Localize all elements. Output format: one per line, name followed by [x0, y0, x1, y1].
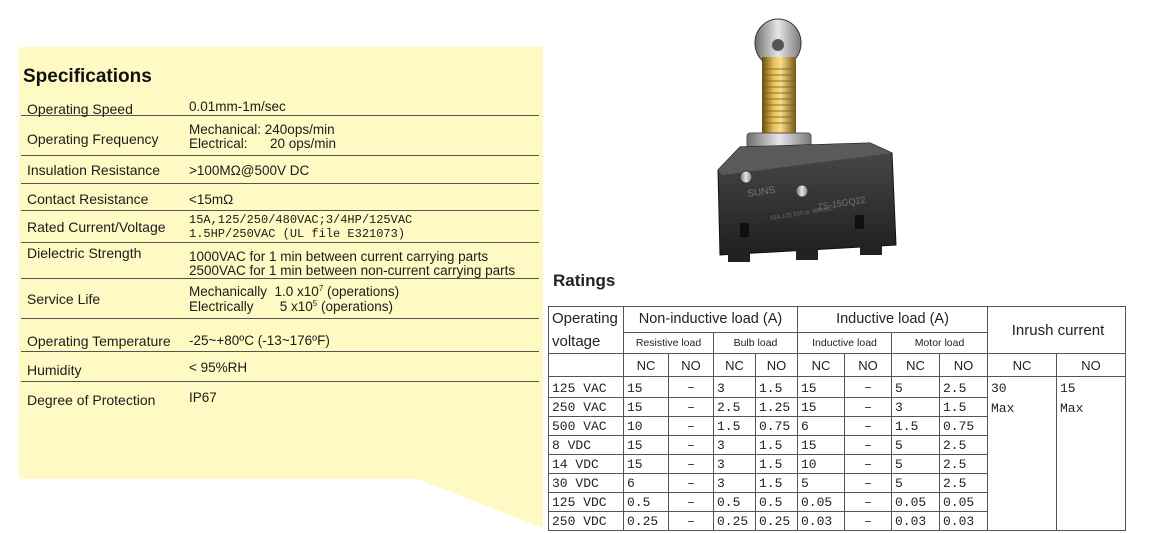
- ratings-value-cell: 3: [714, 474, 756, 493]
- ratings-value-cell: –: [669, 417, 714, 436]
- ratings-title: Ratings: [553, 271, 616, 290]
- header-no: NO: [845, 354, 892, 377]
- life-mech-suffix: (operations): [323, 284, 400, 299]
- ratings-voltage-cell: 250 VAC: [549, 398, 624, 417]
- header-operating-voltage: Operating voltage: [549, 307, 624, 354]
- spec-label: Service Life: [27, 291, 101, 307]
- ratings-row: [549, 377, 1126, 398]
- ratings-value-cell: –: [669, 493, 714, 512]
- ratings-value-cell: 5: [892, 455, 940, 474]
- spec-value: 1.5HP/250VAC (UL file E321073): [189, 227, 406, 241]
- ratings-value-cell: 5: [798, 474, 845, 493]
- header-inrush-nc: NC: [988, 354, 1057, 377]
- header-motor-load: Motor load: [892, 332, 988, 353]
- ratings-value-cell: –: [669, 436, 714, 455]
- ratings-value-cell: 1.5: [940, 398, 988, 417]
- ratings-value-cell: 0.25: [756, 512, 798, 531]
- header-inrush-current: Inrush current: [988, 307, 1126, 354]
- ratings-value-cell: 15: [798, 398, 845, 417]
- life-elec-prefix: Electrically 5 x10: [189, 299, 313, 314]
- spec-value: IP67: [189, 390, 217, 405]
- ratings-value-cell: 3: [714, 436, 756, 455]
- ratings-value-cell: 0.05: [892, 493, 940, 512]
- product-rating-text: 15A 125 250 or 480VAC: [769, 205, 834, 222]
- spec-value: Mechanical: 240ops/min: [189, 122, 335, 137]
- ratings-value-cell: 3: [714, 377, 756, 398]
- header-inductive-load: Inductive load (A): [798, 307, 988, 333]
- spec-row-insulation-resistance: [21, 156, 539, 184]
- ratings-value-cell: 2.5: [940, 455, 988, 474]
- ratings-value-cell: 0.5: [624, 493, 669, 512]
- ratings-value-cell: 0.75: [940, 417, 988, 436]
- ratings-voltage-cell: 14 VDC: [549, 455, 624, 474]
- ratings-value-cell: –: [845, 436, 892, 455]
- spec-label: Dielectric Strength: [27, 245, 142, 261]
- ratings-value-cell: 10: [624, 417, 669, 436]
- ratings-value-cell: 0.5: [714, 493, 756, 512]
- ratings-value-cell: 15: [624, 455, 669, 474]
- life-elec-exp: 5: [312, 299, 318, 308]
- product-image: [700, 5, 930, 275]
- ratings-body: [549, 377, 1126, 531]
- ratings-value-cell: 6: [798, 417, 845, 436]
- header-resistive-load: Resistive load: [624, 332, 714, 353]
- spec-label: Operating Frequency: [27, 131, 159, 147]
- life-mech-prefix: Mechanically 1.0 x10: [189, 284, 319, 299]
- header-inrush-no: NO: [1057, 354, 1126, 377]
- inrush-line: 30: [991, 381, 1007, 396]
- ratings-value-cell: 15: [624, 436, 669, 455]
- ratings-value-cell: 0.5: [756, 493, 798, 512]
- product-model: ZS-15GQ22: [816, 194, 867, 212]
- ratings-value-cell: –: [669, 398, 714, 417]
- header-nc: NC: [624, 354, 669, 377]
- ratings-value-cell: 15: [798, 436, 845, 455]
- ratings-value-cell: –: [669, 512, 714, 531]
- ratings-value-cell: 2.5: [714, 398, 756, 417]
- ratings-value-cell: 0.25: [624, 512, 669, 531]
- spec-value: < 95%RH: [189, 360, 248, 375]
- ratings-header-row-3: [549, 354, 1126, 377]
- ratings-value-cell: –: [669, 377, 714, 398]
- ratings-value-cell: 15: [624, 377, 669, 398]
- spec-value: 0.01mm-1m/sec: [189, 99, 286, 114]
- ratings-value-cell: 1.5: [756, 436, 798, 455]
- spec-label: Operating Speed: [27, 101, 133, 117]
- spec-row-humidity: [21, 352, 539, 382]
- header-no: NO: [940, 354, 988, 377]
- ratings-value-cell: 2.5: [940, 377, 988, 398]
- specifications-list: [21, 97, 539, 408]
- inrush-line: 15: [1060, 381, 1076, 396]
- ratings-value-cell: 0.75: [756, 417, 798, 436]
- ratings-value-cell: 6: [624, 474, 669, 493]
- header-nc: NC: [892, 354, 940, 377]
- spec-value: <15mΩ: [189, 192, 234, 207]
- ratings-voltage-cell: 125 VAC: [549, 377, 624, 398]
- ratings-voltage-cell: 8 VDC: [549, 436, 624, 455]
- ratings-voltage-cell: 30 VDC: [549, 474, 624, 493]
- ratings-value-cell: 10: [798, 455, 845, 474]
- ratings-voltage-cell: 250 VDC: [549, 512, 624, 531]
- ratings-voltage-cell: 125 VDC: [549, 493, 624, 512]
- spec-row-degree-of-protection: [21, 382, 539, 408]
- header-bulb-load: Bulb load: [714, 332, 798, 353]
- ratings-value-cell: 15: [798, 377, 845, 398]
- ratings-value-cell: –: [845, 417, 892, 436]
- ratings-value-cell: 0.05: [798, 493, 845, 512]
- spec-label: Rated Current/Voltage: [27, 219, 166, 235]
- spec-row-operating-frequency: [21, 116, 539, 156]
- ratings-value-cell: –: [845, 512, 892, 531]
- inrush-line: Max: [1060, 401, 1084, 416]
- spec-value-mechanical: [189, 285, 399, 299]
- spec-value: 1000VAC for 1 min between current carrying parts: [189, 249, 489, 264]
- inrush-no-cell: [1057, 377, 1126, 531]
- header-inductive-sub-load: Inductive load: [798, 332, 892, 353]
- header-no: NO: [669, 354, 714, 377]
- inrush-line: Max: [991, 401, 1015, 416]
- spec-row-contact-resistance: [21, 184, 539, 211]
- spec-value: 15A,125/250/480VAC;3/4HP/125VAC: [189, 213, 413, 227]
- header-non-inductive-load: Non-inductive load (A): [624, 307, 798, 333]
- ratings-value-cell: –: [669, 474, 714, 493]
- specifications-title: Specifications: [23, 66, 152, 87]
- ratings-value-cell: –: [845, 474, 892, 493]
- spec-label: Degree of Protection: [27, 392, 156, 408]
- ratings-value-cell: 15: [624, 398, 669, 417]
- ratings-voltage-cell: 500 VAC: [549, 417, 624, 436]
- product-brand: SUNS: [746, 184, 776, 200]
- ratings-value-cell: 0.03: [798, 512, 845, 531]
- spec-label: Operating Temperature: [27, 333, 171, 349]
- ratings-value-cell: 5: [892, 377, 940, 398]
- ratings-value-cell: 5: [892, 474, 940, 493]
- ratings-table: [548, 306, 1126, 531]
- ratings-value-cell: 1.5: [756, 474, 798, 493]
- ratings-value-cell: 2.5: [940, 474, 988, 493]
- ratings-value-cell: 1.5: [756, 377, 798, 398]
- spec-value-electrical: [189, 300, 393, 314]
- header-blank: [549, 354, 624, 377]
- ratings-value-cell: 0.05: [940, 493, 988, 512]
- spec-label: Humidity: [27, 362, 82, 378]
- ratings-value-cell: 0.25: [714, 512, 756, 531]
- life-mech-exp: 7: [318, 284, 324, 293]
- ratings-value-cell: 1.5: [892, 417, 940, 436]
- ratings-value-cell: 3: [892, 398, 940, 417]
- ratings-value-cell: –: [845, 455, 892, 474]
- ratings-value-cell: 3: [714, 455, 756, 474]
- ratings-value-cell: 0.03: [892, 512, 940, 531]
- ratings-value-cell: 0.03: [940, 512, 988, 531]
- header-no: NO: [756, 354, 798, 377]
- spec-value: 2500VAC for 1 min between non-current carrying parts: [189, 263, 516, 278]
- ratings-value-cell: 2.5: [940, 436, 988, 455]
- ratings-value-cell: –: [845, 493, 892, 512]
- life-elec-suffix: (operations): [317, 299, 394, 314]
- ratings-value-cell: 1.5: [714, 417, 756, 436]
- spec-label: Contact Resistance: [27, 191, 149, 207]
- header-nc: NC: [714, 354, 756, 377]
- spec-row-rated-current-voltage: [21, 211, 539, 243]
- ratings-value-cell: 5: [892, 436, 940, 455]
- ratings-value-cell: 1.5: [756, 455, 798, 474]
- spec-label: Insulation Resistance: [27, 162, 161, 178]
- spec-value: >100MΩ@500V DC: [189, 163, 310, 178]
- spec-row-operating-temperature: [21, 319, 539, 352]
- spec-row-service-life: [21, 279, 539, 319]
- ratings-value-cell: –: [845, 398, 892, 417]
- ratings-value-cell: –: [845, 377, 892, 398]
- header-nc: NC: [798, 354, 845, 377]
- ratings-value-cell: –: [669, 455, 714, 474]
- spec-row-operating-speed: [21, 97, 539, 116]
- spec-row-dielectric-strength: [21, 243, 539, 279]
- specifications-panel-tail: [415, 478, 543, 528]
- ratings-value-cell: 1.25: [756, 398, 798, 417]
- ratings-header-row-1: [549, 307, 1126, 333]
- spec-value: -25~+80ºC (-13~176ºF): [189, 333, 330, 348]
- inrush-nc-cell: [988, 377, 1057, 531]
- spec-value: Electrical: 20 ops/min: [189, 136, 337, 151]
